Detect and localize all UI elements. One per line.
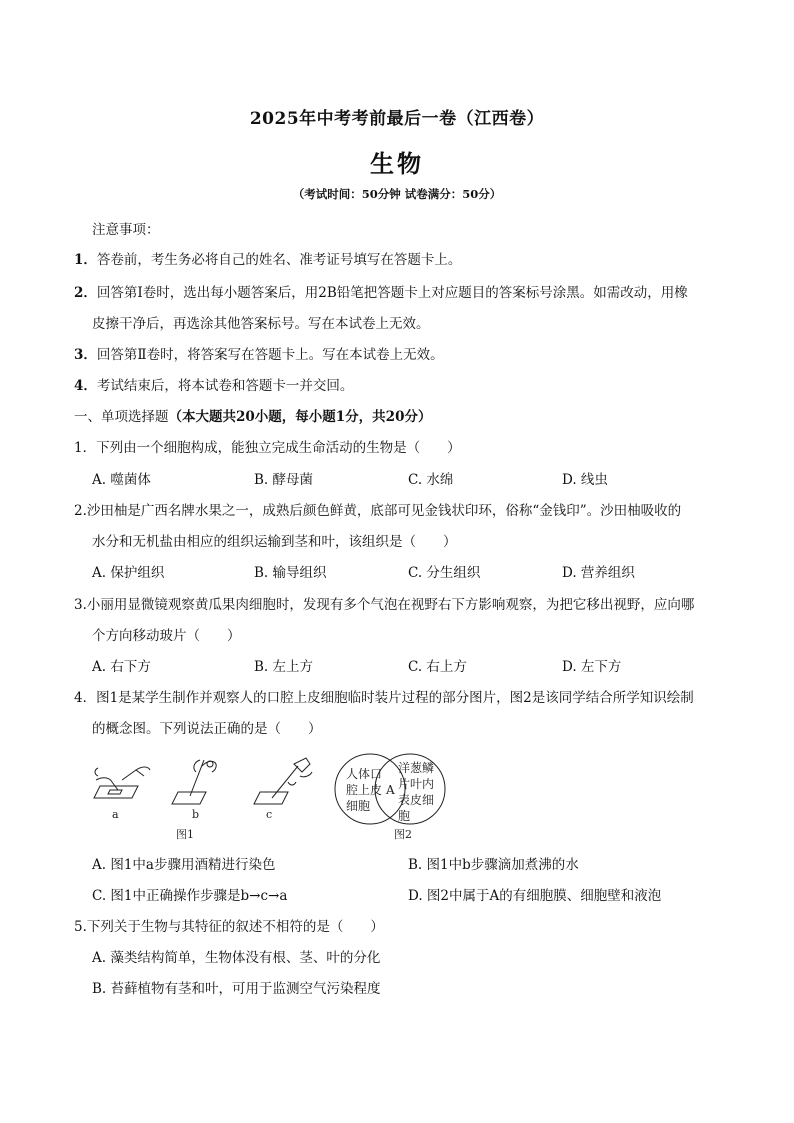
section-prefix: 一、单项选择题 (74, 409, 169, 425)
note-item-4 (74, 374, 353, 394)
note-text: 考试结束后，将本试卷和答题卡一并交回。 (96, 378, 354, 394)
q1-option-c[interactable]: C. 水绵 (408, 472, 454, 488)
q4-option-d[interactable]: D. 图2中属于A的有细胞膜、细胞壁和液泡 (408, 888, 662, 904)
note-number: 1． (74, 252, 97, 268)
q3-option-c[interactable]: C. 右上方 (408, 659, 467, 675)
note-text: 回答第Ⅱ卷时，将答案写在答题卡上。写在本试卷上无效。 (96, 347, 444, 363)
venn-left-line-3: 细胞 (346, 799, 371, 813)
question-3-stem-line-2: 个方向移动玻片（ ） (92, 628, 241, 644)
note-item-1 (74, 248, 461, 268)
note-item-2-line-2: 皮擦干净后，再选涂其他答案标号。写在本试卷上无效。 (92, 316, 430, 332)
note-number: 2． (74, 285, 97, 301)
note-number: 4． (74, 378, 97, 394)
q3-option-d[interactable]: D. 左下方 (562, 659, 622, 675)
figure-1-caption: 图1 (176, 828, 194, 841)
subject-title: 生物 (370, 150, 424, 178)
exam-title: 2025年中考考前最后一卷（江西卷） (249, 109, 545, 129)
figure-1-label-c: c (266, 808, 273, 821)
section-detail: （本大题共20小题，每小题1分，共20分） (168, 409, 432, 425)
q5-option-a[interactable]: A. 藻类结构简单，生物体没有根、茎、叶的分化 (92, 950, 381, 966)
figure-1-procedure (92, 752, 322, 844)
venn-right-line-4: 胞 (398, 809, 411, 823)
venn-right-line-1: 洋葱鳞 (398, 761, 435, 775)
q3-option-a[interactable]: A. 右下方 (92, 659, 151, 675)
note-text: 答卷前，考生务必将自己的姓名、准考证号填写在答题卡上。 (96, 252, 462, 268)
section-heading (74, 405, 431, 425)
note-text: 回答第Ⅰ卷时，选出每小题答案后，用2B铅笔把答题卡上对应题目的答案标号涂黑。如需改动，用橡 (96, 285, 688, 301)
q1-option-b[interactable]: B. 酵母菌 (254, 472, 314, 488)
question-3-stem: 3.小丽用显微镜观察黄瓜果肉细胞时，发现有多个气泡在视野右下方影响观察，为把它移出视野，应向哪 (74, 597, 695, 613)
q2-option-a[interactable]: A. 保护组织 (92, 565, 165, 581)
q1-option-a[interactable]: A. 噬菌体 (92, 472, 151, 488)
step-b-drawing (172, 760, 216, 804)
venn-intersection-label: A (386, 783, 395, 797)
note-item-3 (74, 343, 444, 363)
question-4-stem-line-2: 的概念图。下列说法正确的是（ ） (92, 721, 322, 737)
venn-right-line-3: 表皮细 (398, 793, 435, 807)
venn-left-line-2: 腔上皮 (346, 783, 383, 797)
figure-1-label-a: a (112, 808, 119, 821)
question-5-stem: 5.下列关于生物与其特征的叙述不相符的是（ ） (74, 919, 384, 935)
question-2-stem-line-2: 水分和无机盐由相应的组织运输到茎和叶，该组织是（ ） (92, 534, 457, 550)
q3-option-b[interactable]: B. 左上方 (254, 659, 314, 675)
q4-option-c[interactable]: C. 图1中正确操作步骤是b→c→a (92, 888, 288, 904)
step-c-drawing (254, 758, 312, 804)
question-4-stem: 4．图1是某学生制作并观察人的口腔上皮细胞临时装片过程的部分图片，图2是该同学结合所学知识绘制 (74, 690, 694, 706)
note-item-2 (74, 281, 688, 301)
q4-option-a[interactable]: A. 图1中a步骤用酒精进行染色 (92, 857, 276, 873)
notes-heading: 注意事项： (92, 222, 160, 238)
q2-option-d[interactable]: D. 营养组织 (562, 565, 635, 581)
q2-option-b[interactable]: B. 输导组织 (254, 565, 327, 581)
figure-2-venn-diagram (334, 752, 450, 844)
q5-option-b[interactable]: B. 苔藓植物有茎和叶，可用于监测空气污染程度 (92, 981, 381, 997)
figure-1-label-b: b (192, 808, 200, 821)
question-1-stem: 1．下列由一个细胞构成，能独立完成生命活动的生物是（ ） (74, 440, 461, 456)
note-number: 3． (74, 347, 97, 363)
question-2-stem: 2.沙田柚是广西名牌水果之一，成熟后颜色鲜黄，底部可见金钱状印环，俗称“金钱印”。沙田柚吸收的 (74, 503, 682, 519)
exam-info: （考试时间：50分钟 试卷满分：50分） (292, 187, 502, 201)
venn-right-line-2: 片叶内 (398, 777, 435, 791)
figure-2-caption: 图2 (394, 828, 412, 841)
venn-left-line-1: 人体口 (346, 767, 383, 781)
step-a-drawing (94, 767, 150, 798)
q4-option-b[interactable]: B. 图1中b步骤滴加煮沸的水 (408, 857, 579, 873)
q2-option-c[interactable]: C. 分生组织 (408, 565, 481, 581)
q1-option-d[interactable]: D. 线虫 (562, 472, 608, 488)
